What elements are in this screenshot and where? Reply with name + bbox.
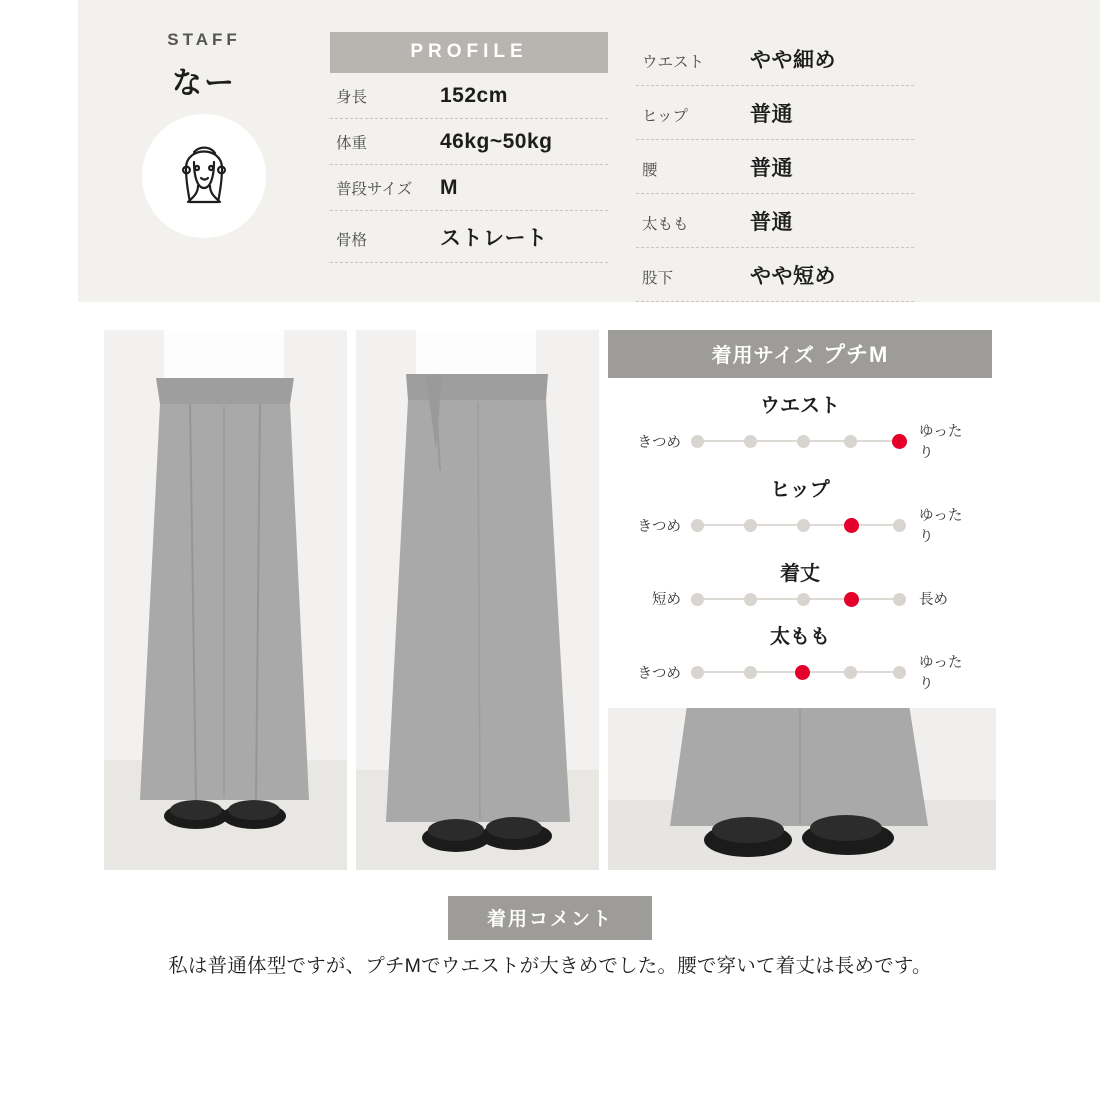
- profile-row: [330, 119, 608, 165]
- staff-label: STAFF: [167, 30, 241, 49]
- gauge-track: [687, 662, 913, 682]
- profile-key: 骨格: [336, 232, 368, 249]
- profile-key: 腰: [642, 162, 658, 179]
- gauge-dot-2: [744, 593, 757, 606]
- gauge-dot-1: [691, 593, 704, 606]
- profile-table-right: [636, 32, 914, 302]
- photo-front: [104, 330, 347, 870]
- profile-key: 太もも: [642, 216, 689, 233]
- profile-row: [636, 140, 914, 194]
- profile-value: 普通: [750, 211, 793, 234]
- profile-key: 体重: [336, 135, 368, 152]
- profile-key: 身長: [336, 89, 368, 106]
- profile-value: 152cm: [440, 84, 508, 107]
- profile-value: M: [440, 176, 458, 199]
- profile-heading: PROFILE: [330, 32, 608, 73]
- gauge-row: [608, 651, 992, 693]
- female-portrait-icon: [150, 122, 258, 230]
- gauge-dot-2: [744, 435, 757, 448]
- gauge-row: [608, 588, 992, 609]
- back-view-photo: [356, 330, 599, 870]
- profile-value: 46kg~50kg: [440, 130, 553, 153]
- gauge-dot-4: [844, 666, 857, 679]
- gauge-track: [687, 589, 913, 609]
- fit-heading-label: 着用サイズ: [711, 345, 816, 367]
- gauge-track: [687, 515, 913, 535]
- profile-value: 普通: [750, 157, 793, 180]
- gauge-dot-1: [691, 519, 704, 532]
- profile-row: [636, 32, 914, 86]
- gauge-dot-4-active: [844, 518, 859, 533]
- gauge-title: ヒップ: [770, 479, 830, 501]
- fit-heading: [608, 330, 992, 378]
- profile-row: [636, 248, 914, 302]
- profile-value: やや短め: [750, 265, 836, 288]
- profile-table-left: [330, 32, 608, 302]
- hem-detail-photo: [608, 708, 996, 870]
- photo-hem-detail: [608, 708, 996, 870]
- profile-value: 普通: [750, 103, 793, 126]
- gauge-hip: [608, 473, 992, 546]
- profile-row: [330, 211, 608, 263]
- front-view-photo: [104, 330, 347, 870]
- gauge-title: ウエスト: [760, 395, 840, 417]
- profile-row: [330, 73, 608, 119]
- gauge-row: [608, 420, 992, 462]
- gauge-row: [608, 504, 992, 546]
- gauge-thigh: [608, 620, 992, 693]
- gauge-left-label: 短め: [652, 592, 681, 608]
- gauge-right-label: ゆったり: [919, 655, 963, 692]
- gauge-title: 着丈: [780, 563, 820, 585]
- gauge-waist: [608, 389, 992, 462]
- profile-row: [636, 86, 914, 140]
- profile-value: ストレート: [440, 227, 548, 250]
- gauge-dot-1: [691, 666, 704, 679]
- gauge-dot-3-active: [795, 665, 810, 680]
- staff-column: [78, 0, 330, 238]
- staff-name: なー: [172, 67, 236, 100]
- profile-row: [636, 194, 914, 248]
- avatar: [142, 114, 266, 238]
- gauge-dot-2: [744, 519, 757, 532]
- fit-heading-size: プチM: [823, 342, 889, 367]
- gauge-dot-5-active: [892, 434, 907, 449]
- gauge-dot-1: [691, 435, 704, 448]
- gauge-left-label: きつめ: [637, 434, 681, 451]
- profile-key: 普段サイズ: [336, 181, 413, 198]
- gauge-dot-4: [844, 435, 857, 448]
- gauge-left-label: きつめ: [637, 665, 681, 682]
- comment-text: 私は普通体型ですが、プチMでウエストが大きめでした。腰で穿いて着丈は長めです。: [168, 955, 932, 977]
- gauge-dot-5: [893, 519, 906, 532]
- profile-value: やや細め: [750, 49, 836, 72]
- fit-panel: [608, 330, 992, 693]
- gauge-dot-3: [797, 519, 810, 532]
- profile-key: 股下: [642, 270, 674, 287]
- gauge-length: [608, 557, 992, 609]
- gauge-left-label: きつめ: [637, 518, 681, 535]
- profile-tables: [330, 0, 914, 302]
- profile-row: [330, 165, 608, 211]
- comment-heading: 着用コメント: [448, 896, 652, 940]
- gauge-right-label: 長め: [919, 592, 948, 608]
- photo-back: [356, 330, 599, 870]
- gauge-dot-3: [797, 435, 810, 448]
- gauge-track: [687, 431, 913, 451]
- gauge-right-label: ゆったり: [919, 424, 963, 461]
- profile-key: ヒップ: [642, 108, 689, 125]
- gauge-right-label: ゆったり: [919, 508, 963, 545]
- gauge-dot-5: [893, 593, 906, 606]
- gauge-title: 太もも: [770, 626, 830, 648]
- gauge-dot-2: [744, 666, 757, 679]
- gauge-dot-4-active: [844, 592, 859, 607]
- gauge-dot-3: [797, 593, 810, 606]
- gauge-dot-5: [893, 666, 906, 679]
- profile-panel: [78, 0, 1100, 302]
- profile-key: ウエスト: [642, 54, 705, 71]
